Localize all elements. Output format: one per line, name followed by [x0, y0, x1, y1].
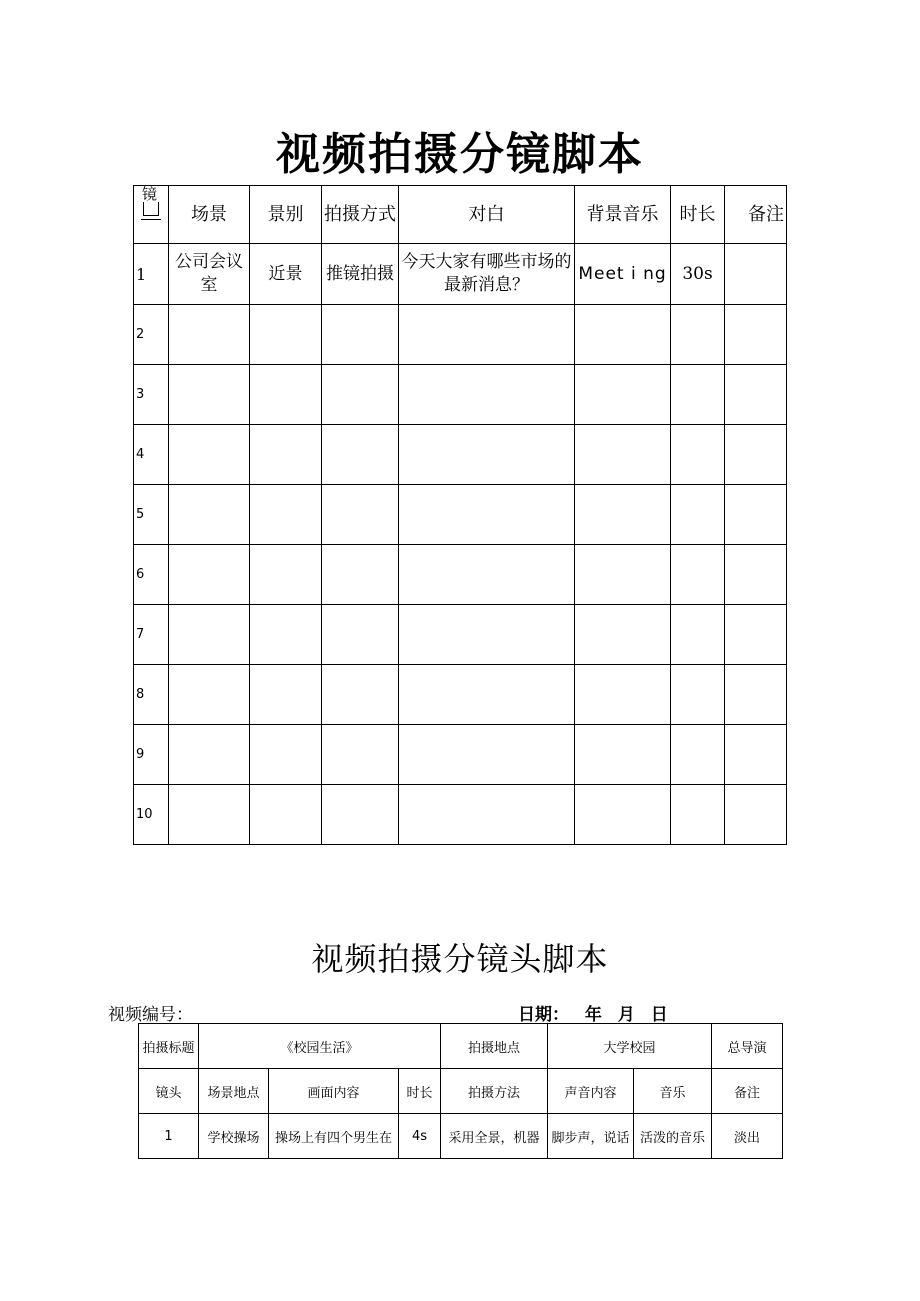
cell-note [725, 244, 787, 305]
header-music: 音乐 [634, 1069, 712, 1114]
info-location-value: 大学校园 [548, 1024, 712, 1069]
cell-scene: 公司会议室 [169, 244, 250, 305]
month-label: 月 [617, 1005, 635, 1025]
table-row [134, 785, 787, 845]
cell-content: 操场上有四个男生在 [269, 1114, 399, 1159]
header-location: 场景地点 [199, 1069, 269, 1114]
empty-cell [725, 425, 787, 485]
section-title: 视频拍摄分镜头脚本 [311, 940, 609, 978]
shot-script-table [138, 1023, 783, 1159]
row-number: 7 [134, 605, 169, 665]
empty-cell [399, 605, 575, 665]
header-duration: 时长 [399, 1069, 441, 1114]
empty-cell [322, 425, 399, 485]
empty-cell [250, 785, 322, 845]
day-label: 日 [650, 1005, 668, 1025]
table-row [134, 545, 787, 605]
empty-cell [169, 545, 250, 605]
empty-cell [671, 545, 725, 605]
info-title-label: 拍摄标题 [139, 1024, 199, 1069]
cell-camera: 推镜拍摄 [322, 244, 399, 305]
empty-cell [250, 605, 322, 665]
year-label: 年 [584, 1005, 602, 1025]
header-scene: 场景 [169, 186, 250, 244]
header-shot: 镜头 [139, 1069, 199, 1114]
empty-cell [322, 785, 399, 845]
header-row [134, 186, 787, 244]
cell-sound: 脚步声，说话 [548, 1114, 634, 1159]
header-shot-size: 景别 [250, 186, 322, 244]
cell-method: 采用全景，机器 [441, 1114, 548, 1159]
info-row [139, 1024, 783, 1069]
empty-cell [169, 305, 250, 365]
table-row [134, 665, 787, 725]
cell-shot-size: 近景 [250, 244, 322, 305]
empty-cell [169, 425, 250, 485]
empty-cell [322, 365, 399, 425]
cell-location: 学校操场 [199, 1114, 269, 1159]
row-number: 10 [134, 785, 169, 845]
empty-cell [399, 365, 575, 425]
empty-cell [671, 425, 725, 485]
row-number: 4 [134, 425, 169, 485]
empty-cell [575, 605, 671, 665]
table-row [139, 1114, 783, 1159]
empty-cell [322, 605, 399, 665]
header-dialogue: 对白 [399, 186, 575, 244]
empty-cell [671, 605, 725, 665]
video-number-label: 视频编号： [108, 1005, 193, 1025]
storyboard-table [133, 185, 787, 845]
cell-note: 淡出 [712, 1114, 783, 1159]
empty-cell [250, 425, 322, 485]
date-line [518, 1000, 678, 1025]
empty-cell [575, 365, 671, 425]
empty-cell [575, 545, 671, 605]
table-row [134, 244, 787, 305]
underline-mark [141, 219, 161, 220]
empty-cell [671, 665, 725, 725]
header-row [139, 1069, 783, 1114]
row-number: 2 [134, 305, 169, 365]
empty-cell [575, 665, 671, 725]
empty-cell [250, 485, 322, 545]
empty-cell [725, 665, 787, 725]
table-row [134, 365, 787, 425]
header-note: 备注 [725, 186, 787, 244]
empty-cell [250, 725, 322, 785]
info-title-value: 《校园生活》 [199, 1024, 441, 1069]
empty-cell [671, 485, 725, 545]
checkbox-icon [143, 202, 159, 216]
table-row [134, 605, 787, 665]
table-row [134, 305, 787, 365]
cell-duration: 30s [671, 244, 725, 305]
empty-cell [399, 485, 575, 545]
page-title: 视频拍摄分镜脚本 [276, 129, 644, 180]
empty-cell [322, 725, 399, 785]
cell-music: Meet i ng [575, 244, 671, 305]
info-director-label: 总导演 [712, 1024, 783, 1069]
row-number: 9 [134, 725, 169, 785]
row-number: 1 [134, 244, 169, 305]
empty-cell [671, 305, 725, 365]
empty-cell [399, 545, 575, 605]
empty-cell [671, 365, 725, 425]
empty-cell [725, 485, 787, 545]
header-sound: 声音内容 [548, 1069, 634, 1114]
empty-cell [399, 305, 575, 365]
date-label: 日期： [518, 1005, 569, 1025]
header-duration: 时长 [671, 186, 725, 244]
header-shot-label: 镜 [142, 185, 158, 203]
cell-shot: 1 [139, 1114, 199, 1159]
empty-cell [725, 725, 787, 785]
empty-cell [322, 665, 399, 725]
empty-cell [399, 665, 575, 725]
header-camera: 拍摄方式 [322, 186, 399, 244]
empty-cell [250, 365, 322, 425]
empty-cell [169, 785, 250, 845]
row-number: 8 [134, 665, 169, 725]
info-location-label: 拍摄地点 [441, 1024, 548, 1069]
cell-duration: 4s [399, 1114, 441, 1159]
header-method: 拍摄方法 [441, 1069, 548, 1114]
empty-cell [575, 785, 671, 845]
empty-cell [725, 605, 787, 665]
empty-cell [322, 305, 399, 365]
empty-cell [322, 545, 399, 605]
empty-cell [169, 365, 250, 425]
table-row [134, 725, 787, 785]
header-content: 画面内容 [269, 1069, 399, 1114]
empty-cell [575, 425, 671, 485]
empty-cell [575, 485, 671, 545]
empty-cell [575, 725, 671, 785]
empty-cell [250, 665, 322, 725]
empty-cell [250, 545, 322, 605]
empty-cell [725, 785, 787, 845]
empty-cell [399, 785, 575, 845]
empty-cell [725, 305, 787, 365]
table-row [134, 485, 787, 545]
header-shot [134, 186, 169, 244]
empty-cell [169, 725, 250, 785]
empty-cell [169, 485, 250, 545]
table-row [134, 425, 787, 485]
empty-cell [250, 305, 322, 365]
header-music: 背景音乐 [575, 186, 671, 244]
empty-cell [575, 305, 671, 365]
empty-cell [399, 725, 575, 785]
empty-cell [169, 605, 250, 665]
empty-cell [725, 545, 787, 605]
empty-cell [399, 425, 575, 485]
empty-cell [671, 725, 725, 785]
row-number: 6 [134, 545, 169, 605]
row-number: 3 [134, 365, 169, 425]
empty-cell [322, 485, 399, 545]
empty-cell [725, 365, 787, 425]
cell-dialogue: 今天大家有哪些市场的最新消息？ [399, 244, 575, 305]
empty-cell [169, 665, 250, 725]
cell-music: 活泼的音乐 [634, 1114, 712, 1159]
header-note: 备注 [712, 1069, 783, 1114]
row-number: 5 [134, 485, 169, 545]
empty-cell [671, 785, 725, 845]
